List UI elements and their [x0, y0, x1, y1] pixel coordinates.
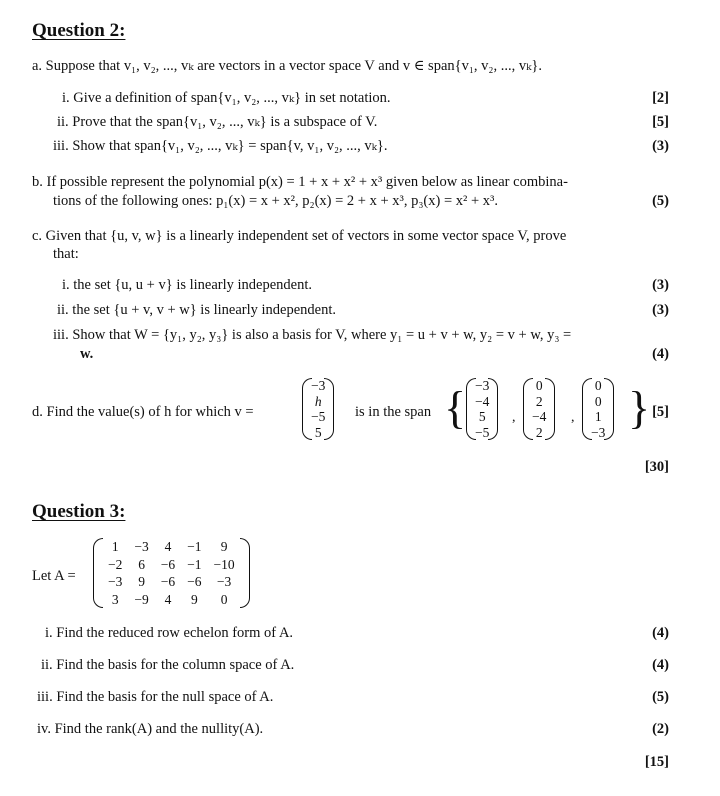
v-entry: −5 — [311, 409, 326, 424]
q2-total: [30] — [644, 459, 669, 475]
q3-item-3: iii. Find the basis for the null space of A. — [37, 689, 274, 705]
left-brace: { — [444, 382, 467, 433]
q2a-item-3: iii. Show that span{v₁, v₂, ..., vₖ} = span{v, v₁, v₂, ..., vₖ}. — [53, 138, 388, 154]
span-entry: −3 — [475, 378, 490, 393]
question-3-title: Question 3: — [32, 501, 126, 522]
matrix-cell: −2 — [108, 556, 123, 572]
right-brace: } — [628, 382, 651, 433]
question-2-title: Question 2: — [32, 20, 126, 41]
q3-item-3-mark: (5) — [652, 689, 669, 705]
matrix-cell: −6 — [187, 574, 202, 589]
matrix-cell: 0 — [220, 591, 228, 607]
q2a-item-1-mark: [2] — [652, 90, 669, 106]
q2b-line-2: tions of the following ones: p₁(x) = x + x², p₂(x) = 2 + x + x³, p₃(x) = x² + x³. — [53, 193, 499, 209]
matrix-cell: −1 — [187, 556, 202, 572]
q2c-item-1: i. the set {u, u + v} is linearly independent. — [62, 277, 313, 293]
q3-item-4-mark: (2) — [652, 721, 669, 737]
q2a-item-1: i. Give a definition of span{v₁, v₂, ..., vₖ} in set notation. — [62, 90, 391, 106]
v-entry: −3 — [311, 378, 326, 393]
span-entry: −4 — [532, 409, 547, 424]
q3-let: Let A = — [32, 568, 76, 584]
matrix-cell: −6 — [160, 556, 176, 572]
q2c-item-3: iii. Show that W = {y₁, y₂, y₃} is also a basis for V, where y₁ = u + v + w, y₂ = v + w, y₃ = — [53, 327, 572, 343]
q2a-item-3-mark: (3) — [652, 138, 669, 154]
matrix-cell: −3 — [216, 574, 232, 589]
span-entry: −4 — [475, 393, 490, 409]
q2c-item-3-mark: (4) — [652, 346, 669, 362]
q2d-span-vector-3 — [582, 378, 614, 440]
q3-item-2-mark: (4) — [652, 657, 669, 673]
q2c-item-3-line-2: w. — [80, 346, 94, 362]
q2a-item-2-mark: [5] — [652, 114, 669, 130]
matrix-cell: 9 — [138, 574, 145, 589]
q3-total: [15] — [644, 754, 669, 770]
comma: , — [512, 410, 516, 425]
q2d-vector-v — [302, 378, 334, 440]
matrix-cell: 3 — [111, 591, 119, 607]
q2b-mark: (5) — [652, 193, 669, 209]
span-entry: 2 — [535, 393, 543, 409]
matrix-cell: −3 — [134, 539, 149, 554]
matrix-row — [102, 591, 241, 609]
q2d-mark: [5] — [652, 404, 669, 420]
matrix-cell: 4 — [164, 539, 172, 554]
span-entry: 2 — [535, 424, 543, 440]
q2d-prefix: d. Find the value(s) of h for which v = — [32, 404, 254, 420]
span-entry: 0 — [594, 393, 602, 409]
span-entry: −5 — [475, 424, 490, 440]
q3-item-1-mark: (4) — [652, 625, 669, 641]
q3-item-1: i. Find the reduced row echelon form of A. — [45, 625, 294, 641]
q2d-mid: is in the span — [355, 404, 432, 420]
span-entry: 0 — [594, 378, 602, 393]
matrix-row — [102, 538, 241, 556]
v-entry: h — [314, 393, 322, 409]
matrix-cell: 9 — [190, 591, 198, 607]
matrix-cell: −9 — [134, 591, 149, 607]
matrix-cell: −6 — [160, 574, 176, 589]
matrix-cell: −3 — [108, 574, 123, 589]
q2c-item-2: ii. the set {u + v, v + w} is linearly independent. — [57, 302, 337, 318]
q2c-item-2-mark: (3) — [652, 302, 669, 318]
matrix-row — [102, 573, 241, 591]
span-entry: 5 — [478, 409, 486, 424]
matrix-row — [102, 556, 241, 574]
q2c-line-1: c. Given that {u, v, w} is a linearly independent set of vectors in some vector space V, prove — [32, 228, 567, 244]
q2a-stem: a. Suppose that v₁, v₂, ..., vₖ are vectors in a vector space V and v ∈ span{v₁, v₂, ..., vₖ}. — [32, 58, 542, 74]
comma: , — [571, 410, 575, 425]
q2d-span-vector-2 — [523, 378, 555, 440]
matrix-cell: −1 — [187, 539, 202, 554]
matrix-cell: 1 — [111, 539, 119, 554]
v-entry: 5 — [314, 424, 322, 440]
span-entry: 1 — [594, 409, 602, 424]
q2d-span-vector-1 — [466, 378, 498, 440]
q2b-line-1: b. If possible represent the polynomial p(x) = 1 + x + x² + x³ given below as linear combina- — [32, 174, 568, 190]
q3-item-4: iv. Find the rank(A) and the nullity(A). — [37, 721, 264, 737]
matrix-a — [93, 538, 250, 608]
matrix-cell: 6 — [138, 556, 145, 572]
span-entry: −3 — [591, 424, 606, 440]
q3-item-2: ii. Find the basis for the column space of A. — [41, 657, 295, 673]
matrix-cell: 4 — [164, 591, 172, 607]
span-entry: 0 — [535, 378, 543, 393]
q2c-item-1-mark: (3) — [652, 277, 669, 293]
q2c-line-2: that: — [53, 246, 79, 262]
matrix-cell: −10 — [213, 556, 235, 572]
q2a-item-2: ii. Prove that the span{v₁, v₂, ..., vₖ} is a subspace of V. — [57, 114, 378, 130]
matrix-cell: 9 — [220, 539, 228, 554]
